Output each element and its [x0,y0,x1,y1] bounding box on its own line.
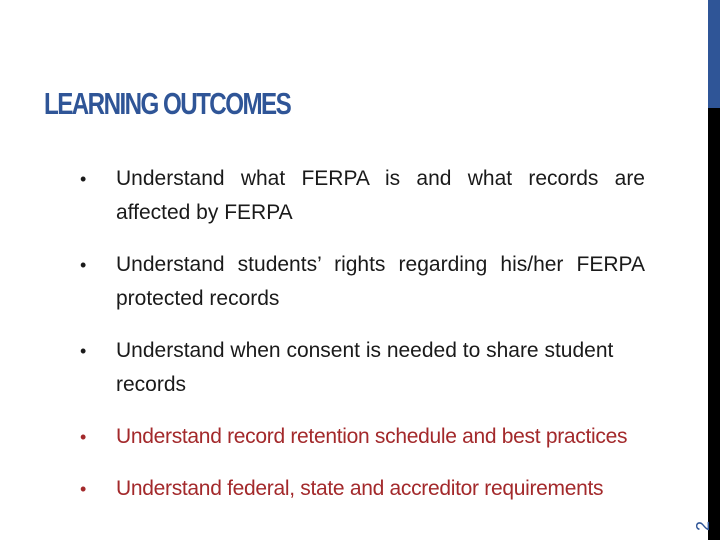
list-item [80,420,645,454]
accent-bar-bottom [708,108,720,540]
list-item [80,162,645,230]
list-item [80,248,645,316]
bullet-icon: • [80,169,87,189]
bullet-icon: • [80,479,87,499]
accent-bar-top [708,0,720,108]
bullet-icon: • [80,341,87,361]
bullet-text: Understand federal, state and accreditor requirements [116,477,604,500]
bullet-text: Understand students’ rights regarding his/her FERPA protected records [116,253,645,310]
bullet-text: Understand what FERPA is and what records are affected by FERPA [116,167,645,224]
slide-number: 2 [693,521,713,532]
bullet-text: Understand when consent is needed to share student records [116,339,614,396]
slide-title: LEARNING OUTCOMES [44,86,291,121]
learning-outcomes-list [80,162,645,524]
bullet-icon: • [80,255,87,275]
bullet-icon: • [80,427,87,447]
list-item [80,472,645,506]
list-item [80,334,645,402]
bullet-text: Understand record retention schedule and best practices [116,425,628,448]
